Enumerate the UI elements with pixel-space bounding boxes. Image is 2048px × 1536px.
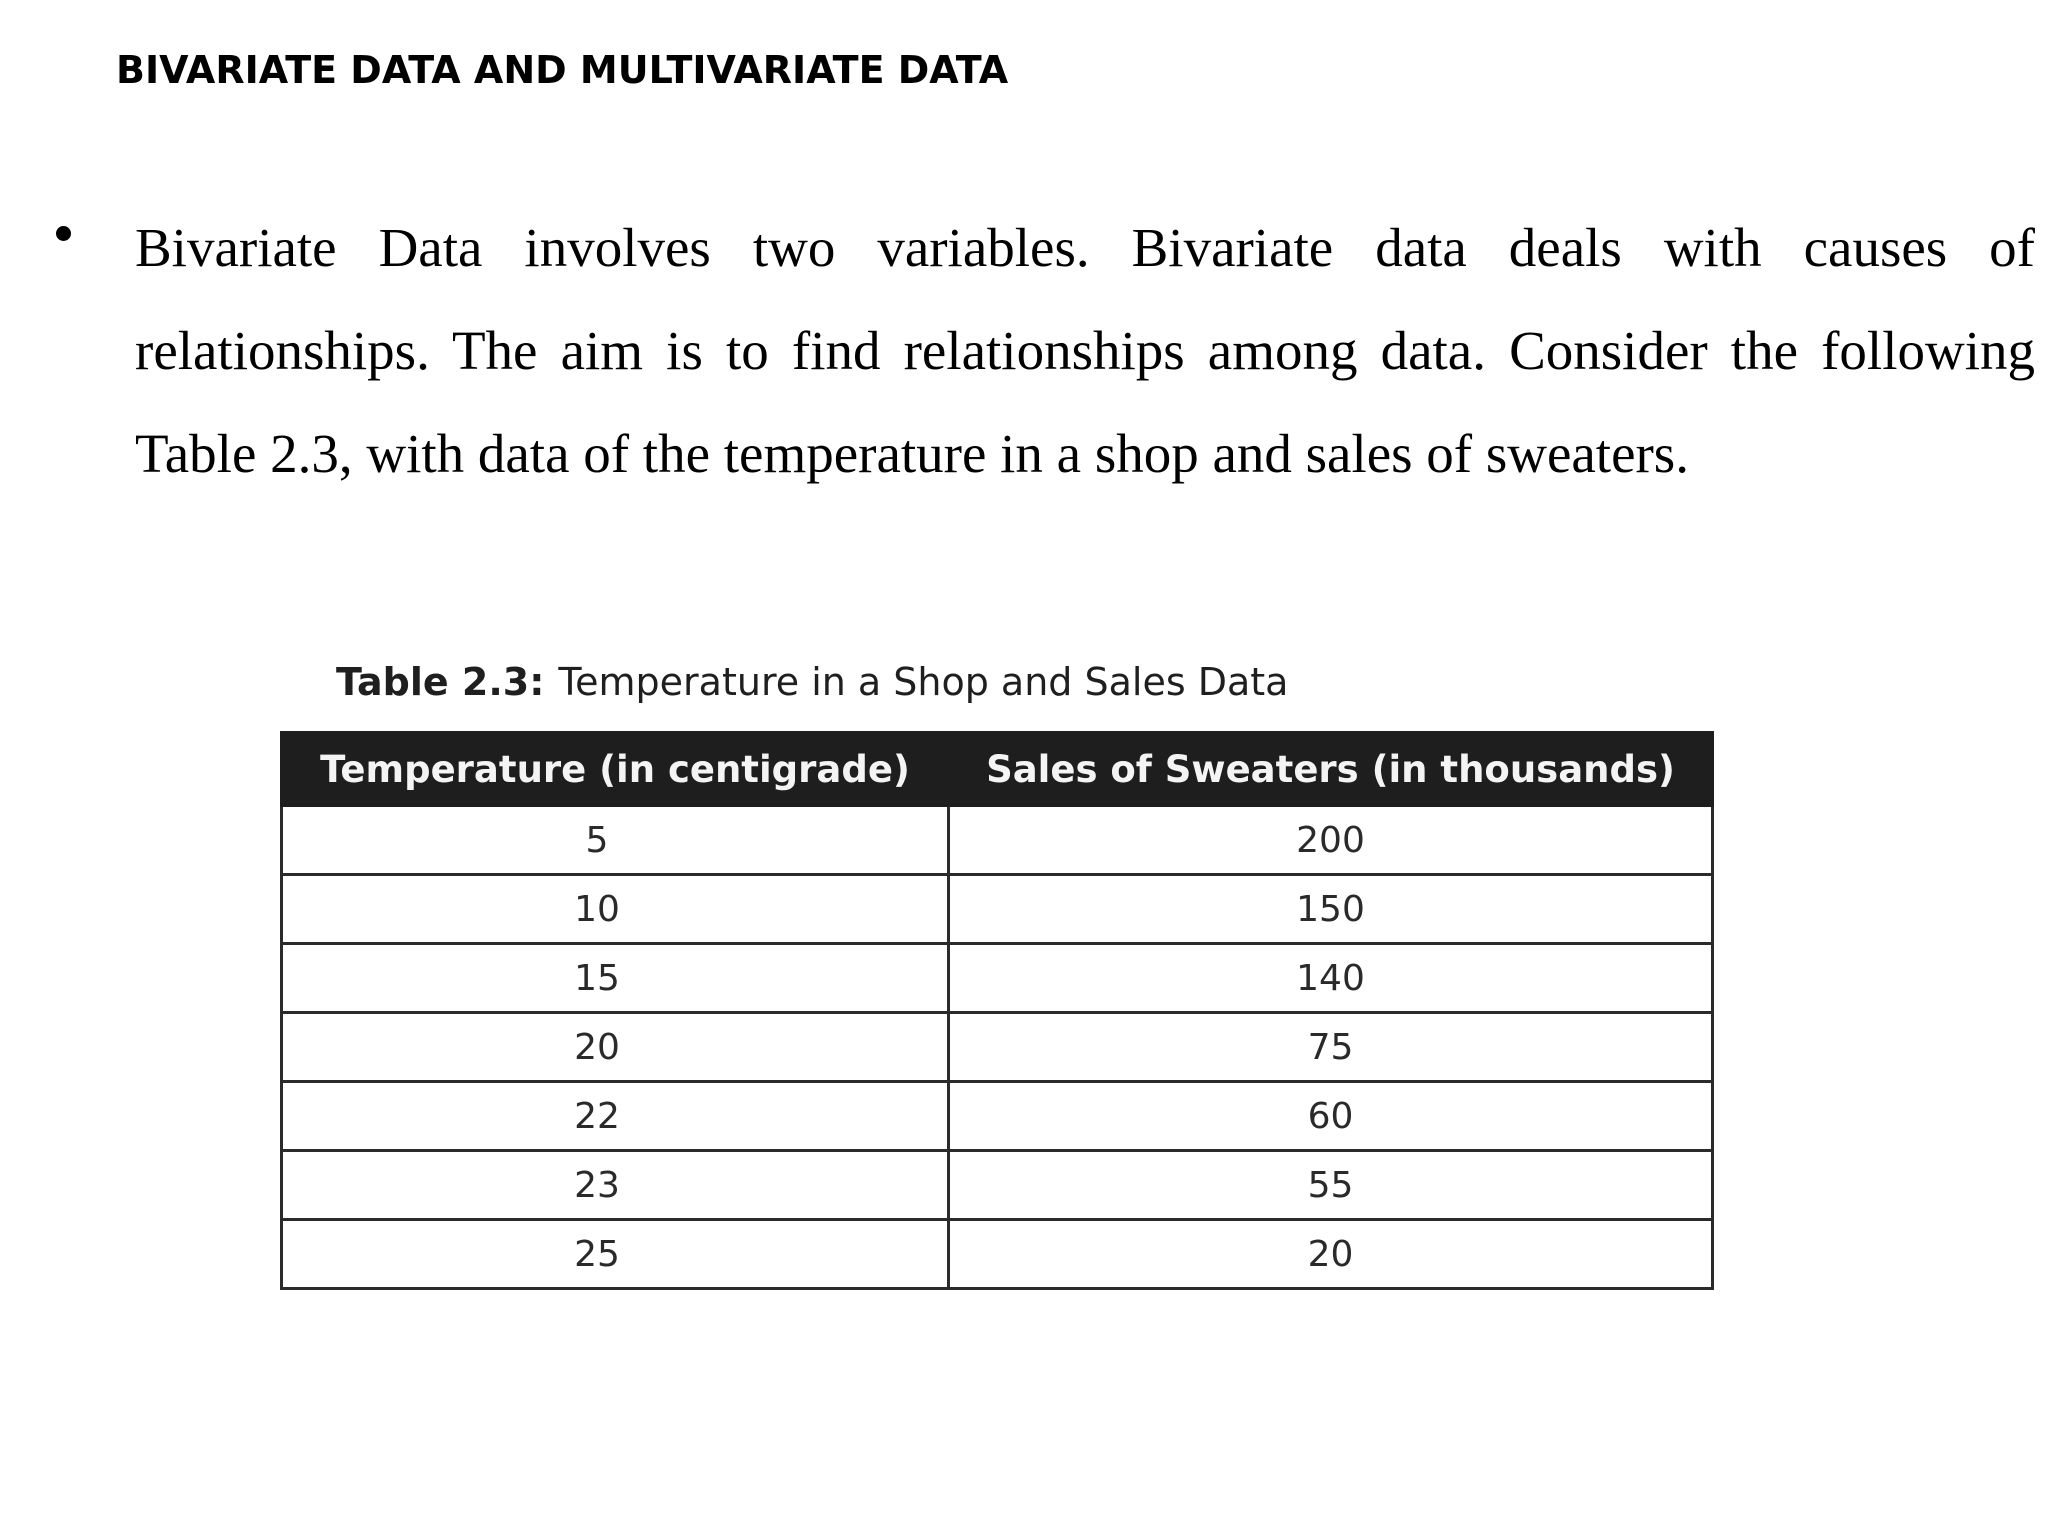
sales-cell: 75 — [949, 1013, 1713, 1082]
column-header-sales: Sales of Sweaters (in thousands) — [949, 733, 1713, 806]
sales-cell: 140 — [949, 944, 1713, 1013]
sales-cell: 200 — [949, 806, 1713, 875]
table-row — [282, 1013, 1713, 1082]
table-row — [282, 1220, 1713, 1289]
data-table — [280, 731, 1714, 1290]
table-caption — [336, 660, 1288, 704]
bullet-text: Bivariate Data involves two variables. Bivariate data deals with causes of relationships. The aim is to find relationships among data. Consider the following Table 2.3, with data of the temperature in a shop and sales of sweaters. — [135, 217, 2035, 484]
bullet-dot-icon — [56, 226, 71, 241]
temperature-cell: 5 — [282, 806, 949, 875]
table-header-row — [282, 733, 1713, 806]
table-row — [282, 1151, 1713, 1220]
table-row — [282, 944, 1713, 1013]
column-header-temperature: Temperature (in centigrade) — [282, 733, 949, 806]
temperature-cell: 10 — [282, 875, 949, 944]
temperature-cell: 15 — [282, 944, 949, 1013]
sales-cell: 55 — [949, 1151, 1713, 1220]
table-caption-text: Temperature in a Shop and Sales Data — [558, 660, 1289, 704]
temperature-cell: 23 — [282, 1151, 949, 1220]
sales-cell: 20 — [949, 1220, 1713, 1289]
table-row — [282, 875, 1713, 944]
table-caption-label: Table 2.3: — [336, 660, 545, 704]
table-row — [282, 806, 1713, 875]
sales-cell: 150 — [949, 875, 1713, 944]
temperature-cell: 20 — [282, 1013, 949, 1082]
temperature-cell: 22 — [282, 1082, 949, 1151]
temperature-cell: 25 — [282, 1220, 949, 1289]
slide-title: BIVARIATE DATA AND MULTIVARIATE DATA — [116, 48, 1009, 92]
sales-cell: 60 — [949, 1082, 1713, 1151]
table-row — [282, 1082, 1713, 1151]
